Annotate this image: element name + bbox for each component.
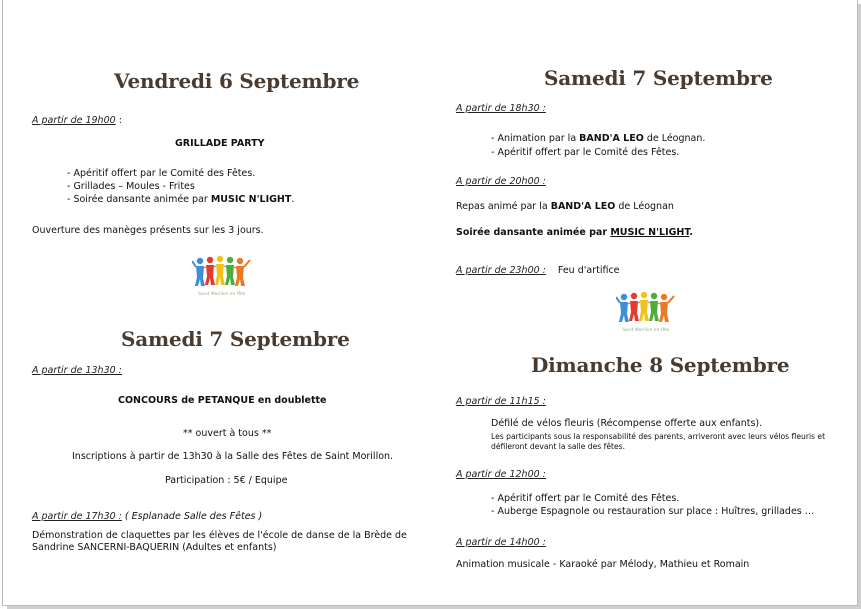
repas-anime	[456, 201, 674, 212]
friday-item-aperitif: - Apéritif offert par le Comité des Fêtes.	[67, 168, 256, 179]
dancing-figures-icon	[616, 289, 676, 329]
friday-time-19h	[32, 108, 122, 127]
inscriptions-info: Inscriptions à partir de 13h30 à la Salle des Fêtes de Saint Morillon.	[72, 451, 394, 462]
sunday-title: Dimanche 8 Septembre	[531, 353, 790, 377]
friday-title: Vendredi 6 Septembre	[114, 69, 360, 93]
festival-logo	[616, 289, 676, 339]
festival-logo	[192, 253, 252, 303]
open-to-all: ** ouvert à tous **	[183, 428, 272, 439]
right-saturday-aperitif: - Apéritif offert par le Comité des Fêtes.	[491, 147, 680, 158]
logo-caption: Saint Morillon en fête	[198, 291, 246, 296]
repas-suffix: de Léognan	[615, 201, 674, 212]
friday-item-grillades: - Grillades – Moules - Frites	[67, 181, 195, 192]
sunday-aperitif: - Apéritif offert par le Comité des Fêtes.	[491, 493, 680, 504]
left-saturday-title: Samedi 7 Septembre	[121, 327, 350, 351]
petanque-doublette: en doublette	[254, 395, 327, 406]
right-saturday-time-23h00	[456, 258, 620, 277]
left-saturday-time-17h30	[32, 504, 262, 523]
animation-prefix: - Animation par la	[491, 133, 580, 144]
band-a-leo: BAND'A LEO	[579, 133, 644, 144]
soiree-dot: .	[291, 194, 295, 205]
petanque-title	[118, 395, 327, 406]
participation-fee: Participation : 5€ / Equipe	[165, 475, 288, 486]
sunday-time-14h00: A partir de 14h00 :	[456, 537, 546, 548]
animation-band	[491, 133, 705, 144]
defile-velos: Défilé de vélos fleuris (Récompense offerte aux enfants).	[491, 418, 763, 429]
time-label: A partir de 19h00	[32, 115, 116, 126]
soiree-label: - Soirée dansante animée par	[67, 194, 211, 205]
sunday-time-11h15: A partir de 11h15 :	[456, 396, 546, 407]
time-colon: :	[115, 115, 122, 126]
petanque-word: PETANQUE	[197, 395, 255, 406]
repas-prefix: Repas animé par la	[456, 201, 551, 212]
soiree-prefix: Soirée dansante animée par	[456, 227, 611, 238]
esplanade-place: ( Esplanade Salle des Fêtes )	[121, 511, 263, 522]
left-saturday-time-13h30: A partir de 13h30 :	[32, 365, 122, 376]
rides-opening: Ouverture des manèges présents sur les 3 jours.	[32, 225, 264, 236]
demo-line-2: Sandrine SANCERNI-BAQUERIN (Adultes et enfants)	[32, 542, 277, 553]
logo-caption: Saint Morillon en fête	[622, 327, 670, 332]
demo-line-1: Démonstration de claquettes par les élèves de l'école de danse de la Brède de	[32, 530, 407, 541]
right-saturday-title: Samedi 7 Septembre	[544, 66, 773, 90]
soiree-dot: .	[689, 227, 693, 238]
time-label: A partir de 17h30 :	[32, 511, 122, 522]
petanque-concours: CONCOURS	[118, 395, 178, 406]
friday-item-soiree	[67, 194, 294, 205]
soiree-dansante	[456, 227, 693, 238]
dancing-figures-icon	[192, 253, 252, 293]
defile-note-1: Les participants sous la responsabilité des parents, arriveront avec leurs vélos fleuris et	[491, 432, 826, 441]
time-label: A partir de 23h00 :	[456, 265, 546, 276]
animation-musicale: Animation musicale - Karaoké par Mélody, Mathieu et Romain	[456, 559, 750, 570]
band-a-leo: BAND'A LEO	[550, 201, 616, 212]
auberge-espagnole: - Auberge Espagnole ou restauration sur place : Huîtres, grillades …	[491, 506, 815, 517]
music-n-light: MUSIC N'LIGHT	[210, 194, 292, 205]
petanque-de: de	[177, 395, 198, 406]
music-n-light: MUSIC N'LIGHT	[610, 227, 690, 238]
sunday-time-12h00: A partir de 12h00 :	[456, 469, 546, 480]
fireworks: Feu d'artifice	[557, 265, 620, 276]
defile-note-2: défileront devant la salle des fêtes.	[491, 442, 626, 451]
right-saturday-time-20h00: A partir de 20h00 :	[456, 176, 546, 187]
grillade-party-title: GRILLADE PARTY	[175, 138, 265, 149]
animation-suffix: de Léognan.	[643, 133, 706, 144]
right-saturday-time-18h30: A partir de 18h30 :	[456, 103, 546, 114]
